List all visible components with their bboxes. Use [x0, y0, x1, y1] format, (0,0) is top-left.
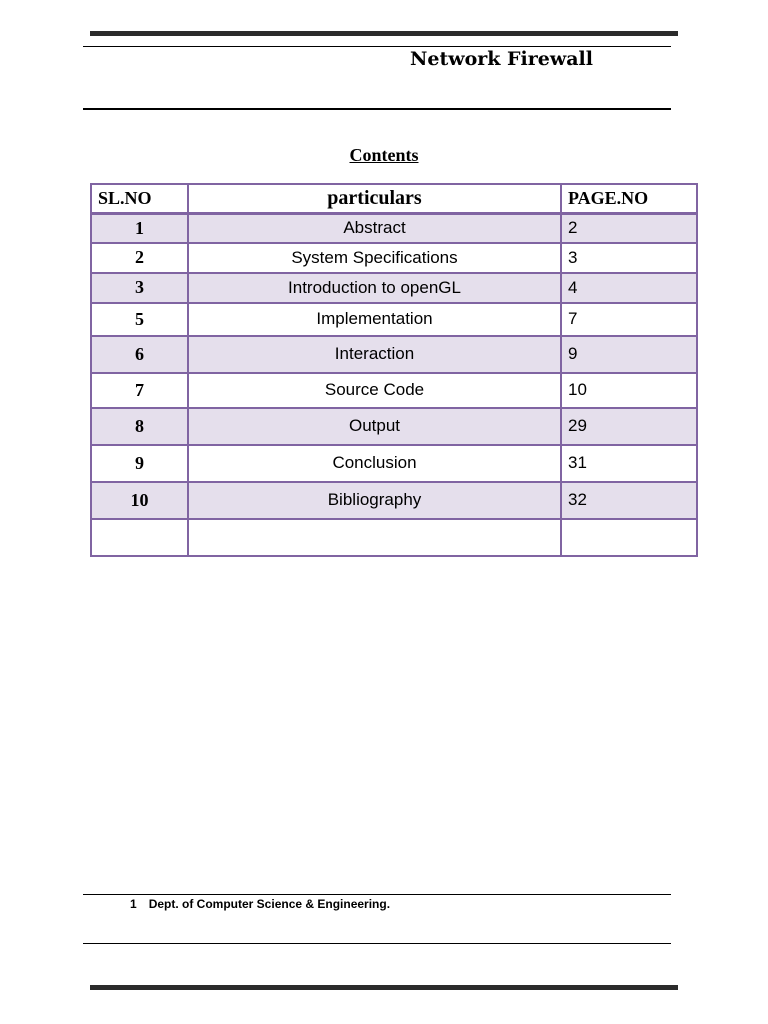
row-particular — [188, 519, 561, 556]
footer — [130, 897, 390, 911]
top-thick-rule — [90, 31, 678, 36]
row-page-no — [561, 519, 697, 556]
column-header-page-no: PAGE.NO — [561, 184, 697, 214]
footer-bottom-rule — [83, 943, 671, 944]
page-number: 1 — [130, 897, 137, 911]
table-row — [91, 273, 697, 303]
column-header-particulars: particulars — [188, 184, 561, 214]
table-row — [91, 214, 697, 243]
footer-top-rule — [83, 894, 671, 895]
row-particular: Implementation — [188, 303, 561, 336]
row-page-no: 10 — [561, 373, 697, 408]
row-sl-no — [91, 519, 188, 556]
row-sl-no: 10 — [91, 482, 188, 519]
row-sl-no: 5 — [91, 303, 188, 336]
row-sl-no: 3 — [91, 273, 188, 303]
table-row — [91, 445, 697, 482]
row-sl-no: 8 — [91, 408, 188, 445]
row-sl-no: 6 — [91, 336, 188, 373]
table-row — [91, 373, 697, 408]
row-particular: System Specifications — [188, 243, 561, 273]
row-page-no: 4 — [561, 273, 697, 303]
header-bottom-rule — [83, 108, 671, 110]
row-page-no: 31 — [561, 445, 697, 482]
table-row — [91, 336, 697, 373]
table-row — [91, 408, 697, 445]
department-name: Dept. of Computer Science & Engineering. — [148, 897, 391, 911]
row-sl-no: 7 — [91, 373, 188, 408]
document-header-title: Network Firewall — [410, 48, 593, 70]
table-header-row — [91, 184, 697, 214]
table-row — [91, 243, 697, 273]
row-particular: Conclusion — [188, 445, 561, 482]
row-particular: Output — [188, 408, 561, 445]
row-page-no: 9 — [561, 336, 697, 373]
table-row — [91, 303, 697, 336]
row-page-no: 2 — [561, 214, 697, 243]
row-page-no: 3 — [561, 243, 697, 273]
contents-table — [90, 183, 698, 557]
table-row — [91, 519, 697, 556]
row-particular: Introduction to openGL — [188, 273, 561, 303]
row-page-no: 7 — [561, 303, 697, 336]
table-row — [91, 482, 697, 519]
contents-title: Contents — [349, 145, 419, 165]
row-particular: Bibliography — [188, 482, 561, 519]
bottom-thick-rule — [90, 985, 678, 990]
row-sl-no: 1 — [91, 214, 188, 243]
row-particular: Source Code — [188, 373, 561, 408]
row-sl-no: 9 — [91, 445, 188, 482]
row-page-no: 29 — [561, 408, 697, 445]
column-header-sl-no: SL.NO — [91, 184, 188, 214]
row-page-no: 32 — [561, 482, 697, 519]
top-thin-rule — [83, 46, 671, 47]
row-particular: Interaction — [188, 336, 561, 373]
row-particular: Abstract — [188, 214, 561, 243]
row-sl-no: 2 — [91, 243, 188, 273]
